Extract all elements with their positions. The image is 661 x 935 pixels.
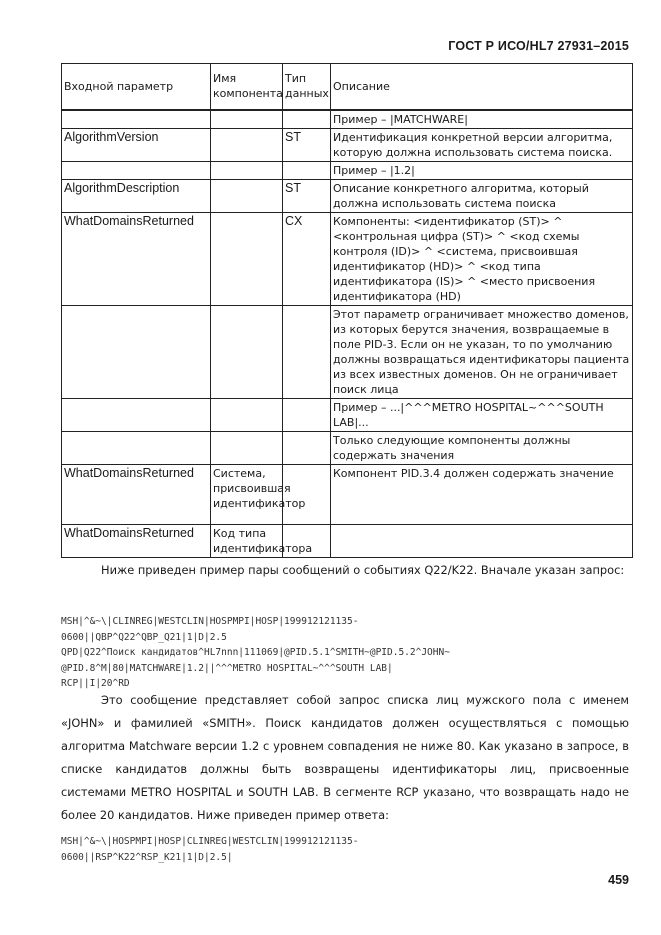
component-cell	[211, 398, 283, 431]
table-row	[62, 179, 633, 212]
type-cell: ST	[283, 128, 331, 161]
param-cell: AlgorithmVersion	[62, 128, 211, 161]
type-cell	[283, 398, 331, 431]
param-cell	[62, 161, 211, 179]
param-cell	[62, 110, 211, 129]
header-data-type: Тип данных	[283, 64, 331, 110]
type-cell	[283, 431, 331, 464]
table-row	[62, 161, 633, 179]
code-line: RCP||I|20^RD	[61, 678, 130, 689]
table-row	[62, 110, 633, 129]
description-cell: Пример – ...|^^^METRO HOSPITAL~^^^SOUTH LAB|...	[331, 398, 633, 431]
component-cell	[211, 212, 283, 305]
type-cell	[283, 305, 331, 398]
component-cell	[211, 431, 283, 464]
code-line: @PID.8^M|80|MATCHWARE|1.2||^^^METRO HOSPITAL~^^^SOUTH LAB|	[61, 662, 393, 674]
table-row	[62, 524, 633, 557]
table-row	[62, 431, 633, 464]
table-row	[62, 464, 633, 524]
description-cell: Описание конкретного алгоритма, который должна использовать система поиска	[331, 179, 633, 212]
description-cell: Пример – |MATCHWARE|	[331, 110, 633, 129]
param-cell: AlgorithmDescription	[62, 179, 211, 212]
param-cell: WhatDomainsReturned	[62, 524, 211, 557]
response-message-code	[61, 834, 631, 865]
param-cell: WhatDomainsReturned	[62, 464, 211, 524]
description-cell: Только следующие компоненты должны содержать значения	[331, 431, 633, 464]
table-row	[62, 398, 633, 431]
code-line: MSH|^&~\|CLINREG|WESTCLIN|HOSPMPI|HOSP|199912121135-	[61, 616, 359, 627]
component-cell: Код типа идентификатора	[211, 524, 283, 557]
param-cell	[62, 305, 211, 398]
type-cell: ST	[283, 179, 331, 212]
type-cell	[283, 110, 331, 129]
component-cell	[211, 128, 283, 161]
page-number: 459	[608, 873, 629, 887]
header-component-name: Имя компонента	[211, 64, 283, 110]
table-row	[62, 212, 633, 305]
description-cell: Этот параметр ограничивает множество доменов, из которых берутся значения, возвращаемые в поле PID-3. Если он не указан, то по умолчанию должны возвращаться идентификаторы пациента из всех известных доменов. Он не ограничивает поиск лица	[331, 305, 633, 398]
type-cell	[283, 161, 331, 179]
table-row	[62, 128, 633, 161]
document-standard-header: ГОСТ Р ИСО/HL7 27931–2015	[448, 39, 629, 53]
header-input-parameter: Входной параметр	[62, 64, 211, 110]
param-cell	[62, 398, 211, 431]
description-cell: Компонент PID.3.4 должен содержать значение	[331, 464, 633, 524]
table-header-row	[62, 64, 633, 110]
component-cell	[211, 110, 283, 129]
description-cell: Компоненты: <идентификатор (ST)> ^ <контрольная цифра (ST)> ^ <код схемы контроля (ID)> ^ <система, присвоившая идентификатор (HD)> ^ <код типа идентификатора (IS)> ^ <место присвоения идентификатора (HD)	[331, 212, 633, 305]
description-cell: Идентификация конкретной версии алгоритма, которую должна использовать система поиска.	[331, 128, 633, 161]
code-line: 0600||QBP^Q22^QBP_Q21|1|D|2.5	[61, 631, 227, 643]
component-cell	[211, 161, 283, 179]
code-line: MSH|^&~\|HOSPMPI|HOSP|CLINREG|WESTCLIN|199912121135-	[61, 836, 359, 847]
parameters-table	[61, 63, 633, 558]
query-message-code	[61, 614, 631, 692]
table-row	[62, 305, 633, 398]
explanation-paragraph: Это сообщение представляет собой запрос списка лиц мужского пола с именем «JOHN» и фамилией «SMITH». Поиск кандидатов должен осуществляться с помощью алгоритма Matchware версии 1.2 с уровнем совпадения не ниже 80. Как указано в запросе, в списке кандидатов должны быть возвращены идентификаторы лиц, присвоенные системами METRO HOSPITAL и SOUTH LAB. В сегменте RCP указано, что возвращать надо не более 20 кандидатов. Ниже приведен пример ответа:	[61, 693, 629, 822]
code-line: QPD|Q22^Поиск кандидатов^HL7nnn|111069|@PID.5.1^SMITH~@PID.5.2^JOHN~	[61, 647, 450, 658]
header-description: Описание	[331, 64, 633, 110]
param-cell: WhatDomainsReturned	[62, 212, 211, 305]
param-cell	[62, 431, 211, 464]
description-cell	[331, 524, 633, 557]
component-cell	[211, 179, 283, 212]
code-line: 0600||RSP^K22^RSP_K21|1|D|2.5|	[61, 851, 233, 863]
component-cell	[211, 305, 283, 398]
component-cell: Система, присвоившая идентификатор	[211, 464, 283, 524]
description-cell: Пример – |1.2|	[331, 161, 633, 179]
type-cell: CX	[283, 212, 331, 305]
intro-paragraph: Ниже приведен пример пары сообщений о событиях Q22/K22. Вначале указан запрос:	[101, 563, 625, 577]
